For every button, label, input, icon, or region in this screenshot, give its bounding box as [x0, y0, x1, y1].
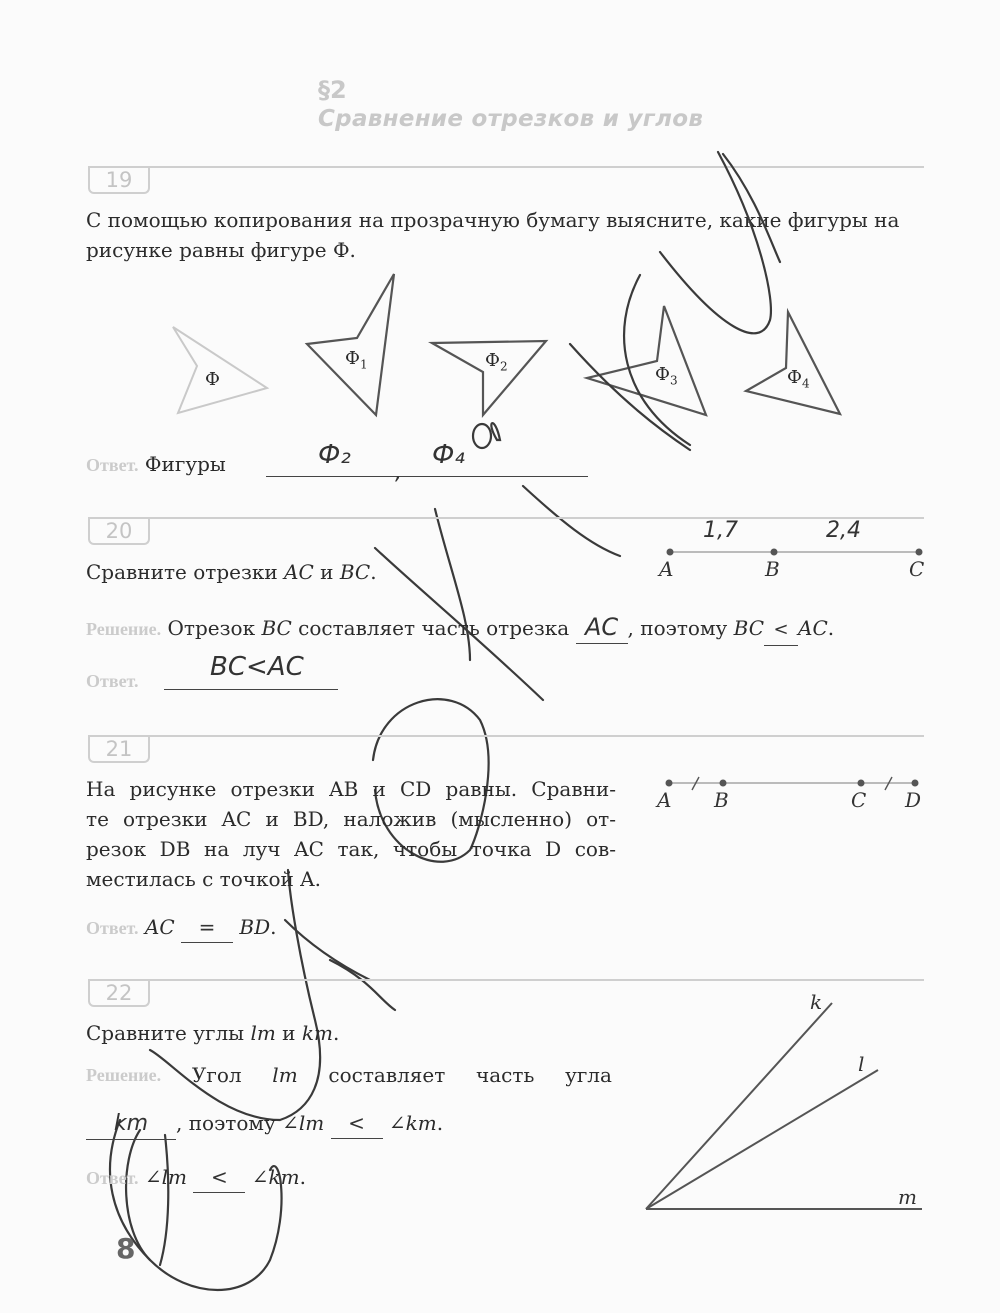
task-21-divider	[88, 735, 924, 737]
point-B	[771, 549, 778, 556]
page-number: 8	[116, 1232, 136, 1265]
point-label-b: B	[714, 788, 729, 812]
task-22-number: 22	[88, 981, 150, 1007]
task-19-answer-row	[86, 452, 226, 476]
task-21-answer-row: Ответ. AC = BD.	[86, 912, 276, 943]
fill-blank-1[interactable]: km	[86, 1108, 176, 1140]
point-label-c: C	[909, 557, 925, 581]
figure-phi-label: Ф	[205, 369, 220, 390]
task-20-text: Сравните отрезки AC и BC.	[86, 560, 377, 584]
task-20-answer-row: Ответ.	[86, 671, 139, 691]
fill-blank[interactable]: =	[181, 912, 233, 943]
ray-label-l: l	[858, 1052, 865, 1076]
point-label-a: A	[657, 788, 672, 812]
task-21-text: На рисунке отрезки AB и CD равны. Сравни- те отрезки AC и BD, наложив (мысленно) от- резок DB на луч AC так, чтобы точка D сов- местилась с точкой A.	[86, 777, 616, 891]
task-20-answer-field[interactable]	[164, 689, 338, 690]
ray-l	[646, 1070, 878, 1209]
ray-label-m: m	[898, 1185, 917, 1209]
figure-phi2-label: $Ф_2$	[485, 350, 508, 374]
point-label-c: C	[851, 788, 867, 812]
task-21-number: 21	[88, 737, 150, 763]
figure-phi4-label: $Ф_4$	[787, 367, 810, 391]
figure-phi3-label: $Ф_3$	[655, 364, 678, 388]
figure-phi	[173, 327, 267, 413]
point-C	[916, 549, 923, 556]
section-number: §2	[318, 76, 347, 104]
fill-blank-1[interactable]: AC	[576, 612, 628, 644]
ray-label-k: k	[810, 990, 823, 1014]
figure-phi1-label: $Ф_1$	[345, 348, 368, 372]
figure-phi3	[587, 306, 706, 415]
handwritten-answer-1: Ф₂	[318, 440, 351, 470]
handwritten-answer-2: Ф₄	[432, 440, 465, 470]
task-22-solution-line2: km , поэтому ∠lm < ∠km.	[86, 1108, 443, 1140]
handwritten-answer: BC<AC	[210, 652, 304, 682]
handwritten-length-bc: 2,4	[826, 518, 861, 543]
handwritten-separator: ,	[395, 460, 402, 485]
point-label-a: A	[659, 557, 674, 581]
task-22-solution-line1: Решение. Угол lm составляет часть угла	[86, 1063, 612, 1087]
task-19-text: С помощью копирования на прозрачную бумагу выясните, какие фигуры на рисунке равны фигуре Ф.	[86, 208, 900, 262]
fill-blank-2[interactable]: <	[331, 1108, 383, 1139]
task-19-number: 19	[88, 168, 150, 194]
figure-phi4	[746, 312, 840, 414]
point-label-d: D	[905, 788, 922, 812]
task-22-text: Сравните углы lm и km.	[86, 1021, 340, 1045]
task-22-answer-row: Ответ. ∠lm < ∠km.	[86, 1162, 306, 1193]
fill-blank-2[interactable]: <	[764, 613, 798, 646]
task-20-number: 20	[88, 519, 150, 545]
task-22-divider	[88, 979, 924, 981]
answer-prefix: Фигуры	[144, 452, 226, 476]
point-label-b: B	[765, 557, 780, 581]
point-A	[667, 549, 674, 556]
task-20-solution: Решение. Отрезок BC составляет часть отрезка AC , поэтому BC < AC.	[86, 612, 834, 646]
section-title: Сравнение отрезков и углов	[318, 106, 704, 132]
task-20-divider	[88, 517, 924, 519]
handwritten-length-ab: 1,7	[703, 518, 738, 543]
task-19-answer-field[interactable]	[266, 476, 588, 477]
answer-label: Ответ.	[86, 455, 139, 475]
ray-k	[646, 1003, 832, 1209]
figure-phi1	[307, 274, 394, 415]
fill-blank[interactable]: <	[193, 1162, 245, 1193]
